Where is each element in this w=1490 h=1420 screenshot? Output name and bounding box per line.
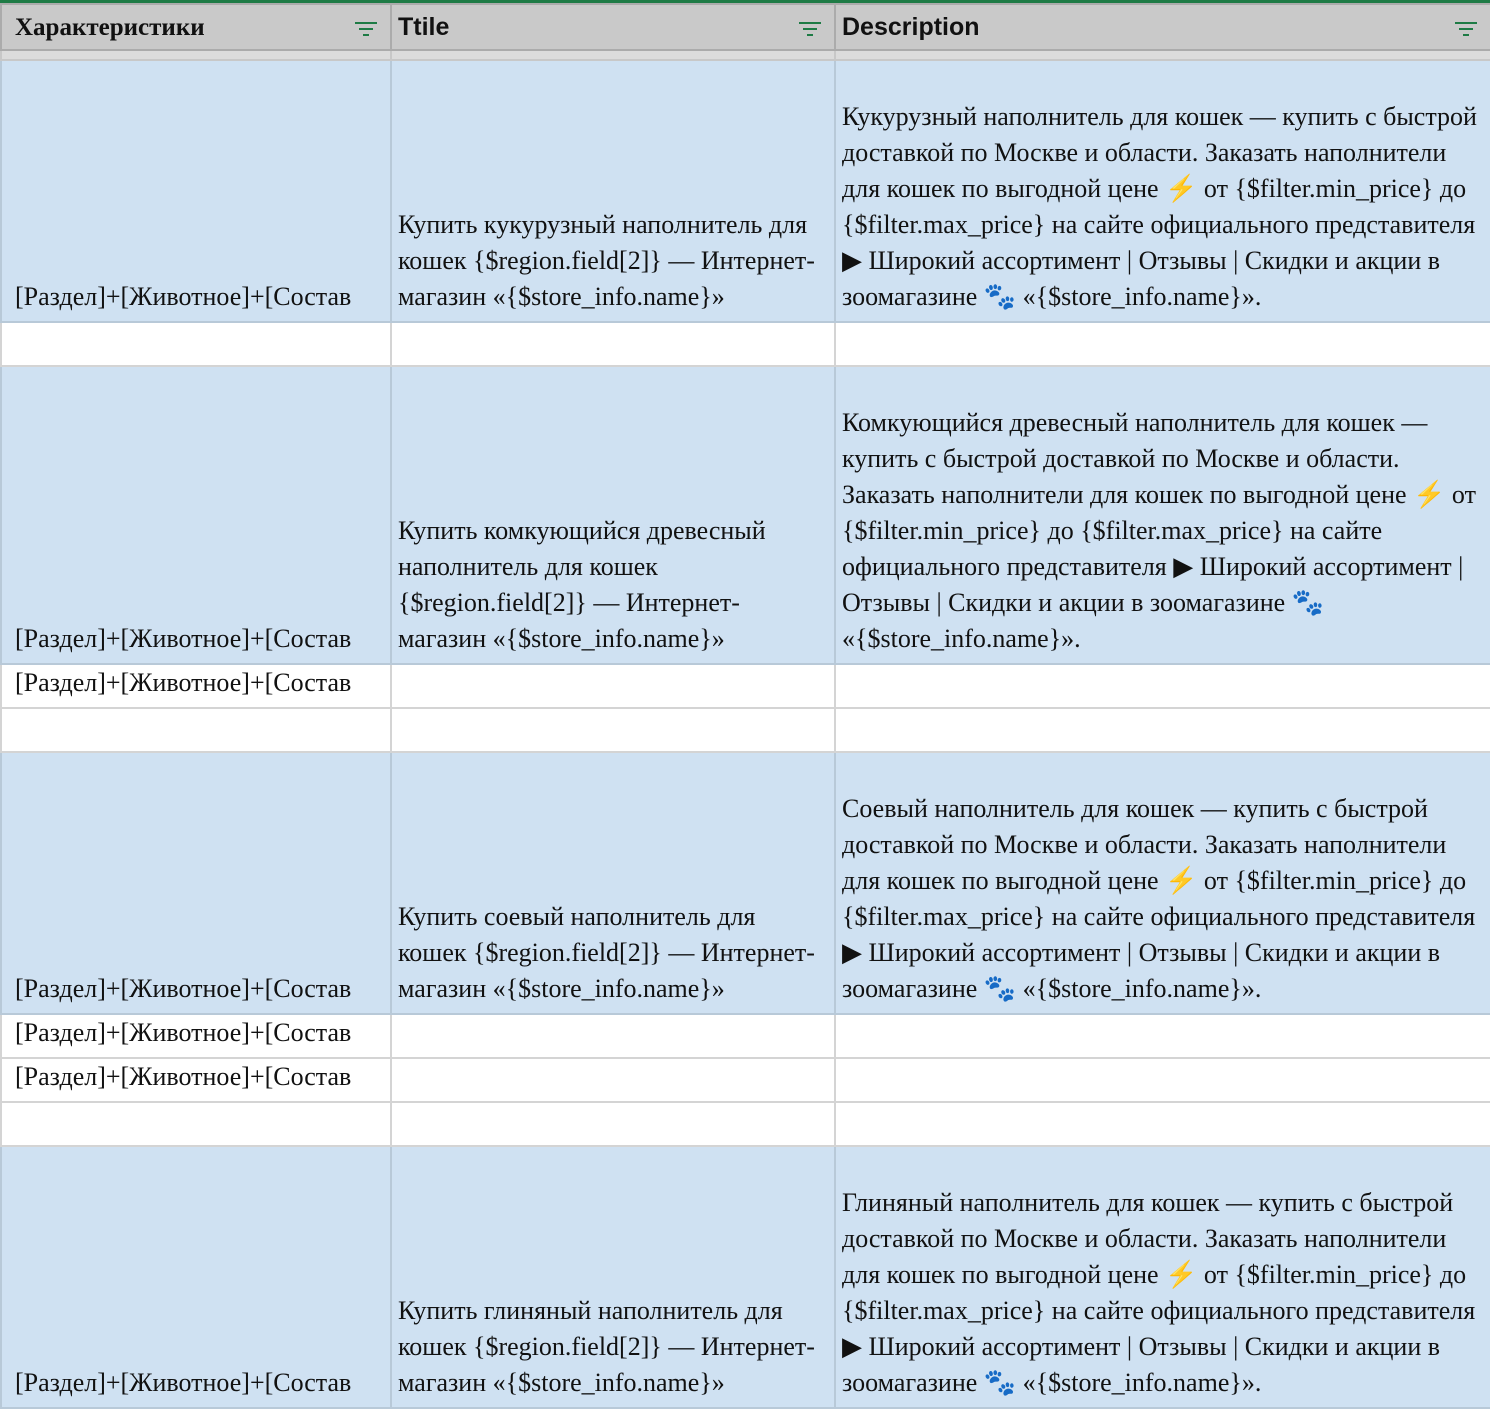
cell-title[interactable] bbox=[391, 708, 835, 752]
cell-description[interactable]: Комкующийся древесный наполнитель для кошек — купить с быстрой доставкой по Москве и области. Заказать наполнители для кошек по выгодной цене ⚡ от {$filter.min_price} до {$filter.max_price} на сайте официального представителя ▶ Широкий ассортимент | Отзывы | Скидки и акции в зоомагазине 🐾 «{$store_info.name}». bbox=[835, 366, 1490, 664]
cell-characteristics[interactable]: [Раздел]+[Животное]+[Состав bbox=[1, 752, 391, 1014]
table-row bbox=[1, 708, 1490, 752]
cell-title[interactable] bbox=[391, 1058, 835, 1102]
cell-characteristics[interactable]: [Раздел]+[Животное]+[Состав bbox=[1, 1014, 391, 1058]
table-row bbox=[1, 60, 1490, 322]
cell-title[interactable] bbox=[391, 322, 835, 366]
cell-characteristics[interactable]: [Раздел]+[Животное]+[Состав bbox=[1, 664, 391, 708]
table-row bbox=[1, 1146, 1490, 1408]
cell-description[interactable] bbox=[835, 1014, 1490, 1058]
cell-title[interactable]: Купить глиняный наполнитель для кошек {$region.field[2]} — Интернет-магазин «{$store_info.name}» bbox=[391, 1146, 835, 1408]
cell-title[interactable]: Купить соевый наполнитель для кошек {$region.field[2]} — Интернет-магазин «{$store_info.name}» bbox=[391, 752, 835, 1014]
cell-title[interactable] bbox=[391, 664, 835, 708]
cell-description[interactable] bbox=[835, 322, 1490, 366]
cell-characteristics[interactable]: [Раздел]+[Животное]+[Состав bbox=[1, 60, 391, 322]
gap-cell bbox=[835, 50, 1490, 60]
cell-description[interactable] bbox=[835, 1058, 1490, 1102]
cell-description[interactable]: Кукурузный наполнитель для кошек — купить с быстрой доставкой по Москве и области. Заказать наполнители для кошек по выгодной цене ⚡ от {$filter.min_price} до {$filter.max_price} на сайте официального представителя ▶ Широкий ассортимент | Отзывы | Скидки и акции в зоомагазине 🐾 «{$store_info.name}». bbox=[835, 60, 1490, 322]
gap-cell bbox=[1, 50, 391, 60]
table-row bbox=[1, 664, 1490, 708]
cell-title[interactable] bbox=[391, 1102, 835, 1146]
cell-description[interactable] bbox=[835, 664, 1490, 708]
cell-description[interactable]: Глиняный наполнитель для кошек — купить с быстрой доставкой по Москве и области. Заказать наполнители для кошек по выгодной цене ⚡ от {$filter.min_price} до {$filter.max_price} на сайте официального представителя ▶ Широкий ассортимент | Отзывы | Скидки и акции в зоомагазине 🐾 «{$store_info.name}». bbox=[835, 1146, 1490, 1408]
table-body bbox=[1, 60, 1490, 1408]
cell-characteristics[interactable] bbox=[1, 708, 391, 752]
table-row bbox=[1, 322, 1490, 366]
column-header-title[interactable] bbox=[391, 4, 835, 50]
column-header-label: Характеристики bbox=[15, 13, 205, 41]
column-header-label: Ttile bbox=[398, 13, 450, 41]
filter-icon[interactable] bbox=[1454, 19, 1478, 37]
column-header-characteristics[interactable] bbox=[1, 4, 391, 50]
cell-title[interactable] bbox=[391, 1014, 835, 1058]
filter-icon[interactable] bbox=[354, 19, 378, 37]
table-row bbox=[1, 1014, 1490, 1058]
cell-description[interactable] bbox=[835, 708, 1490, 752]
cell-title[interactable]: Купить кукурузный наполнитель для кошек {$region.field[2]} — Интернет-магазин «{$store_info.name}» bbox=[391, 60, 835, 322]
table-row bbox=[1, 366, 1490, 664]
cell-characteristics[interactable] bbox=[1, 322, 391, 366]
cell-description[interactable] bbox=[835, 1102, 1490, 1146]
table-row bbox=[1, 752, 1490, 1014]
table-row bbox=[1, 1102, 1490, 1146]
data-table bbox=[0, 3, 1490, 1409]
cell-title[interactable]: Купить комкующийся древесный наполнитель для кошек {$region.field[2]} — Интернет-магазин «{$store_info.name}» bbox=[391, 366, 835, 664]
cell-characteristics[interactable]: [Раздел]+[Животное]+[Состав bbox=[1, 366, 391, 664]
cell-characteristics[interactable]: [Раздел]+[Животное]+[Состав bbox=[1, 1146, 391, 1408]
table-row bbox=[1, 1058, 1490, 1102]
cell-description[interactable]: Соевый наполнитель для кошек — купить с быстрой доставкой по Москве и области. Заказать наполнители для кошек по выгодной цене ⚡ от {$filter.min_price} до {$filter.max_price} на сайте официального представителя ▶ Широкий ассортимент | Отзывы | Скидки и акции в зоомагазине 🐾 «{$store_info.name}». bbox=[835, 752, 1490, 1014]
cell-characteristics[interactable]: [Раздел]+[Животное]+[Состав bbox=[1, 1058, 391, 1102]
cell-characteristics[interactable] bbox=[1, 1102, 391, 1146]
header-row bbox=[1, 4, 1490, 50]
gap-cell bbox=[391, 50, 835, 60]
column-header-description[interactable] bbox=[835, 4, 1490, 50]
filter-icon[interactable] bbox=[798, 19, 822, 37]
header-gap-row bbox=[1, 50, 1490, 60]
column-header-label: Description bbox=[842, 13, 980, 41]
